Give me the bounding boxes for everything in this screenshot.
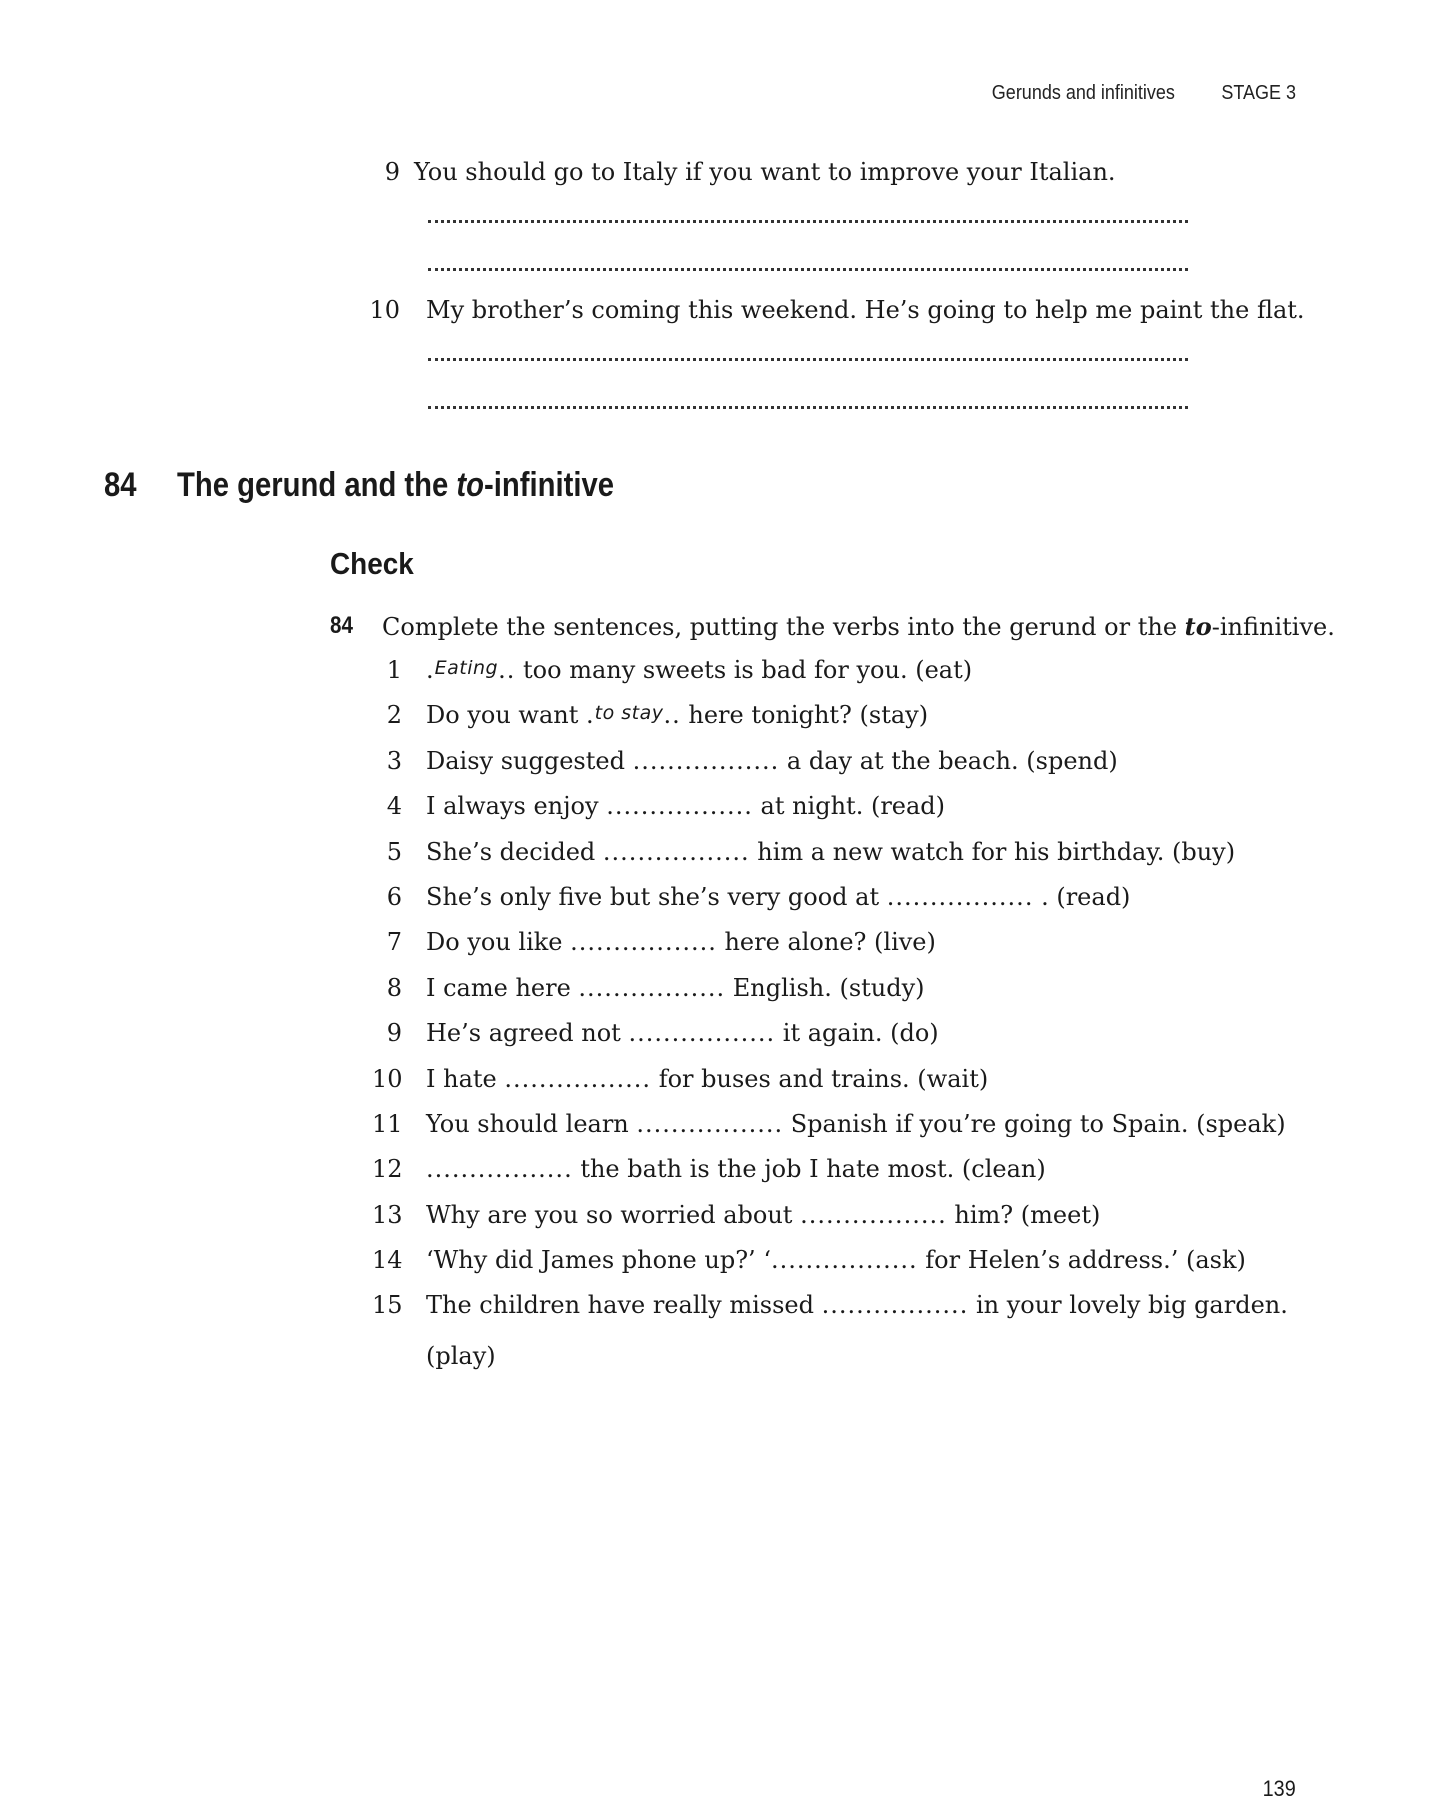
item-post: him? (meet)	[946, 1200, 1101, 1229]
item-pre: He’s agreed not	[426, 1019, 629, 1048]
blank-dots: .................	[628, 1019, 776, 1048]
title-part: The gerund and the	[177, 466, 457, 504]
item-number: 12	[372, 1155, 403, 1184]
exercise-item	[372, 1291, 1312, 1336]
answer-blank[interactable]	[771, 1246, 918, 1274]
blank-dots: .................	[602, 837, 750, 866]
blank-dots: .	[426, 656, 435, 684]
item-pre: I came here	[426, 973, 579, 1002]
item-post: . (read)	[1033, 882, 1131, 911]
item-text	[426, 928, 936, 956]
section-title	[177, 466, 614, 505]
exercise-item	[372, 747, 1312, 792]
check-heading: Check	[330, 546, 414, 581]
item-text	[426, 838, 1235, 866]
exercise-item	[372, 1201, 1312, 1246]
instruction-part: Complete the sentences, putting the verbs into the gerund or the	[382, 613, 1185, 641]
item-text	[426, 1019, 939, 1047]
exercise-number: 84	[330, 612, 353, 639]
item-number: 7	[386, 928, 402, 957]
blank-dots: .................	[632, 746, 780, 775]
instruction-part: -infinitive.	[1211, 613, 1335, 641]
answer-blank[interactable]	[570, 928, 717, 956]
blank-dots: .................	[426, 1155, 573, 1184]
item-pre: Do you like	[426, 928, 571, 957]
blank-dots: .................	[886, 882, 1034, 911]
blank-dots: .................	[800, 1200, 947, 1229]
exercise-item	[372, 792, 1312, 837]
item-text	[426, 1155, 1046, 1183]
item-pre: Daisy suggested	[426, 746, 633, 775]
item-text	[426, 1065, 988, 1093]
item-post: for Helen’s address.’ (ask)	[917, 1246, 1246, 1275]
blank-dots: .................	[570, 928, 717, 957]
exercise-item	[372, 1246, 1312, 1291]
item-text: My brother’s coming this weekend. He’s going to help me paint the flat.	[426, 296, 1305, 324]
item-pre: I hate	[426, 1064, 505, 1093]
item-number: 1	[386, 656, 402, 684]
header-stage: STAGE 3	[1221, 82, 1296, 104]
item-number: 6	[386, 882, 402, 911]
answer-blank[interactable]	[426, 656, 515, 684]
exercise-items	[372, 656, 1312, 1337]
exercise-item	[372, 1065, 1312, 1110]
item-text	[426, 883, 1130, 911]
exercise-item	[372, 656, 1312, 701]
handwritten-answer: Eating	[434, 657, 499, 679]
item-text	[426, 1291, 1288, 1319]
item-number: 14	[372, 1246, 403, 1275]
item-number: 10	[372, 1064, 403, 1093]
item-number: 8	[386, 973, 402, 1002]
item-post: in your lovely big garden.	[968, 1291, 1288, 1320]
answer-blank[interactable]	[633, 747, 780, 775]
answer-blank[interactable]	[578, 974, 725, 1002]
answer-blank[interactable]	[800, 1201, 947, 1229]
item-text	[426, 1246, 1246, 1274]
answer-line[interactable]	[428, 406, 1188, 409]
item-pre: She’s decided	[426, 837, 603, 866]
item-post: at night. (read)	[752, 792, 946, 821]
blank-dots: .	[586, 701, 595, 730]
answer-line[interactable]	[428, 358, 1188, 361]
item-post: Spanish if you’re going to Spain. (speak)	[783, 1109, 1286, 1138]
item-pre: I always enjoy	[426, 792, 607, 821]
blank-dots: .................	[821, 1291, 969, 1320]
item-text	[426, 1201, 1100, 1229]
item-number: 15	[372, 1291, 403, 1320]
item-post: here tonight? (stay)	[680, 701, 929, 730]
item-post: a day at the beach. (spend)	[779, 746, 1118, 775]
item-text	[426, 1110, 1286, 1138]
item-text	[426, 974, 925, 1002]
item-pre: Why are you so worried about	[426, 1200, 801, 1229]
item-pre: Do you want	[426, 701, 586, 730]
answer-line[interactable]	[428, 268, 1188, 271]
answer-blank[interactable]	[636, 1110, 783, 1138]
item-text	[426, 656, 972, 684]
title-part: -infinitive	[484, 466, 614, 504]
blank-dots: .................	[770, 1246, 918, 1275]
section-number: 84	[104, 466, 137, 504]
handwritten-answer: to stay	[594, 702, 664, 725]
exercise-item	[372, 1019, 1312, 1064]
exercise-item	[372, 883, 1312, 928]
title-italic: to	[456, 466, 485, 504]
item-pre: She’s only five but she’s very good at	[426, 882, 887, 911]
page-number: 139	[1262, 1776, 1296, 1801]
answer-blank[interactable]	[603, 838, 750, 866]
blank-dots: ..	[498, 656, 516, 684]
item-number: 4	[386, 792, 402, 821]
answer-blank[interactable]	[586, 701, 681, 729]
answer-blank[interactable]	[504, 1065, 651, 1093]
blank-dots: .................	[504, 1064, 652, 1093]
header-topic: Gerunds and infinitives	[991, 82, 1175, 104]
item-continuation: (play)	[426, 1342, 496, 1370]
item-pre: The children have really missed	[426, 1291, 822, 1320]
answer-blank[interactable]	[606, 792, 753, 820]
item-text: You should go to Italy if you want to improve your Italian.	[414, 158, 1116, 186]
instruction-italic: to	[1184, 612, 1212, 641]
item-number: 9	[386, 1019, 402, 1048]
blank-dots: .................	[636, 1109, 784, 1138]
item-post: him a new watch for his birthday. (buy)	[749, 837, 1236, 866]
exercise-item	[372, 838, 1312, 883]
exercise-item	[372, 974, 1312, 1019]
exercise-instruction	[382, 612, 1335, 641]
item-post: for buses and trains. (wait)	[651, 1064, 989, 1093]
item-number: 5	[386, 837, 402, 866]
answer-line[interactable]	[428, 220, 1188, 223]
item-post: here alone? (live)	[716, 928, 936, 957]
item-number: 13	[372, 1200, 403, 1229]
running-header	[992, 82, 1296, 105]
answer-blank[interactable]	[887, 883, 1034, 911]
exercise-item	[372, 701, 1312, 746]
exercise-item	[372, 1155, 1312, 1200]
item-text	[426, 701, 928, 729]
item-number: 2	[386, 701, 402, 730]
answer-blank[interactable]	[426, 1155, 573, 1183]
item-pre: ‘Why did James phone up?’ ‘	[426, 1246, 771, 1275]
blank-dots: .................	[606, 792, 753, 821]
answer-blank[interactable]	[822, 1291, 969, 1319]
item-post: it again. (do)	[775, 1019, 939, 1048]
item-post: the bath is the job I hate most. (clean)	[572, 1155, 1046, 1184]
answer-blank[interactable]	[628, 1019, 775, 1047]
item-number: 11	[372, 1109, 403, 1138]
item-post: English. (study)	[725, 973, 925, 1002]
blank-dots: ..	[663, 701, 681, 730]
item-pre: You should learn	[426, 1109, 637, 1138]
item-text	[426, 792, 945, 820]
item-text	[426, 747, 1118, 775]
item-number: 9	[384, 158, 400, 186]
blank-dots: .................	[578, 973, 726, 1002]
item-post: too many sweets is bad for you. (eat)	[515, 656, 973, 684]
exercise-item	[372, 928, 1312, 973]
item-number: 10	[369, 296, 400, 324]
item-number: 3	[386, 746, 402, 775]
exercise-item	[372, 1110, 1312, 1155]
